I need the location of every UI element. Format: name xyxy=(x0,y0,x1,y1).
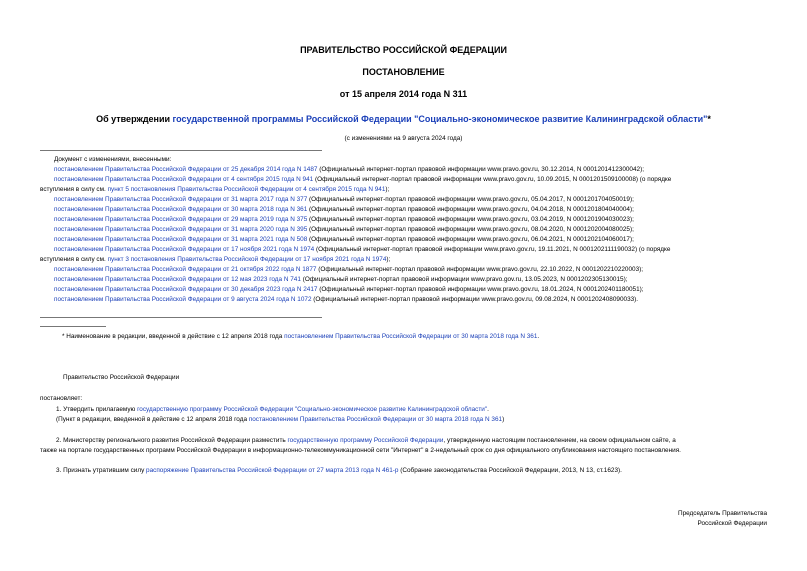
change-item xyxy=(40,165,770,175)
decides-label: постановляет: xyxy=(40,395,83,402)
change-text: (Официальный интернет-портал правовой информации www.pravo.gov.ru, 03.04.2019, N 0001201904030023); xyxy=(307,216,634,223)
p3-text: 3. Признать утратившим силу xyxy=(56,467,147,474)
change-text: ); xyxy=(385,186,390,193)
p1-note-suffix: ) xyxy=(502,416,505,423)
paragraph-1 xyxy=(40,405,784,415)
footnote xyxy=(62,332,539,342)
change-text: вступления в силу см. xyxy=(40,256,108,263)
p2-text: 2. Министерству регионального развития Российской Федерации разместить xyxy=(56,437,288,444)
government-subject: Правительство Российской Федерации xyxy=(63,374,180,381)
title-suffix: * xyxy=(707,114,711,124)
change-item xyxy=(40,195,770,205)
footnote-link[interactable]: постановлением Правительства Российской Федерации от 30 марта 2018 года N 361 xyxy=(284,333,538,340)
changes-list xyxy=(40,155,770,305)
title-program-link[interactable]: государственной программы Российской Федерации "Социально-экономическое развитие Калининградской области" xyxy=(172,114,708,124)
change-text: (Официальный интернет-портал правовой информации www.pravo.gov.ru, 19.11.2021, N 0001202111190032) (о порядке xyxy=(314,246,671,253)
change-link[interactable]: постановлением Правительства Российской Федерации от 12 мая 2023 года N 741 xyxy=(54,276,301,283)
change-link[interactable]: постановлением Правительства Российской Федерации от 25 декабря 2014 года N 1487 xyxy=(54,166,318,173)
change-link[interactable]: постановлением Правительства Российской Федерации от 21 октября 2022 года N 1877 xyxy=(54,266,317,273)
change-link[interactable]: постановлением Правительства Российской Федерации от 31 марта 2021 года N 508 xyxy=(54,236,308,243)
p2-suffix: , утвержденную настоящим постановлением, на своем официальном сайте, а xyxy=(443,437,676,444)
p2-program-link[interactable]: государственную программу Российской Федерации xyxy=(287,437,444,444)
document-title xyxy=(0,114,807,124)
p3-suffix: (Собрание законодательства Российской Федерации, 2013, N 13, ст.1623). xyxy=(398,467,622,474)
revision-note: (с изменениями на 9 августа 2024 года) xyxy=(344,135,463,142)
changes-bottom-divider xyxy=(40,317,322,318)
change-item xyxy=(40,225,770,235)
change-item xyxy=(40,205,770,215)
change-link[interactable]: постановлением Правительства Российской Федерации от 30 декабря 2023 года N 2417 xyxy=(54,286,318,293)
p1-note-text: (Пункт в редакции, введенной в действие с 12 апреля 2018 года xyxy=(56,416,249,423)
changes-intro: Документ с изменениями, внесенными: xyxy=(54,156,172,163)
signature-title: Председатель Правительства xyxy=(678,510,767,517)
p1-program-link[interactable]: государственную программу Российской Федерации "Социально-экономическое развитие Калининградской области" xyxy=(137,406,488,413)
change-item xyxy=(40,235,770,245)
footnote-text: * Наименование в редакции, введенной в действие с 12 апреля 2018 года xyxy=(62,333,285,340)
footnote-end: . xyxy=(537,333,540,340)
change-text: (Официальный интернет-портал правовой информации www.pravo.gov.ru, 10.09.2015, N 0001201509100008) (о порядке xyxy=(313,176,672,183)
p1-suffix: . xyxy=(487,406,489,413)
change-text: вступления в силу см. xyxy=(40,186,108,193)
change-link[interactable]: пункт 3 постановления Правительства Российской Федерации от 17 ноября 2021 года N 1974 xyxy=(107,256,387,263)
change-text: (Официальный интернет-портал правовой информации www.pravo.gov.ru, 22.10.2022, N 0001202210220003); xyxy=(316,266,644,273)
change-link[interactable]: постановлением Правительства Российской Федерации от 31 марта 2020 года N 395 xyxy=(54,226,308,233)
change-link[interactable]: постановлением Правительства Российской Федерации от 30 марта 2018 года N 361 xyxy=(54,206,308,213)
change-text: (Официальный интернет-портал правовой информации www.pravo.gov.ru, 04.04.2018, N 0001201804040004); xyxy=(307,206,634,213)
change-item xyxy=(40,275,770,285)
doc-type-heading: ПОСТАНОВЛЕНИЕ xyxy=(362,67,445,77)
change-link[interactable]: постановлением Правительства Российской Федерации от 31 марта 2017 года N 377 xyxy=(54,196,308,203)
signature-org: Российской Федерации xyxy=(697,520,767,527)
government-heading: ПРАВИТЕЛЬСТВО РОССИЙСКОЙ ФЕДЕРАЦИИ xyxy=(300,45,507,55)
paragraph-2-line2: также на портале государственных программ Российской Федерации в информационно-телекоммуникационной сети "Интернет" в 2-недельный срок со дня официального опубликования настоящего постановления. xyxy=(40,447,681,454)
change-item xyxy=(40,285,770,295)
change-text: (Официальный интернет-портал правовой информации www.pravo.gov.ru, 09.08.2024, N 0001202408090033). xyxy=(311,296,639,303)
paragraph-2 xyxy=(40,436,784,446)
change-item xyxy=(40,215,770,225)
p1-text: 1. Утвердить прилагаемую xyxy=(56,406,138,413)
change-item xyxy=(40,245,770,255)
change-text: (Официальный интернет-портал правовой информации www.pravo.gov.ru, 06.04.2021, N 0001202104060017); xyxy=(307,236,634,243)
change-text: (Официальный интернет-портал правовой информации www.pravo.gov.ru, 30.12.2014, N 0001201412300042); xyxy=(317,166,645,173)
change-text: (Официальный интернет-портал правовой информации www.pravo.gov.ru, 08.04.2020, N 0001202004080025); xyxy=(307,226,634,233)
change-item-continuation xyxy=(40,255,770,265)
change-item-continuation xyxy=(40,185,770,195)
change-text: (Официальный интернет-портал правовой информации www.pravo.gov.ru, 18.01.2024, N 0001202401180051); xyxy=(317,286,644,293)
paragraph-3 xyxy=(40,466,784,476)
change-link[interactable]: пункт 5 постановления Правительства Российской Федерации от 4 сентября 2015 года N 941 xyxy=(107,186,386,193)
change-text: ); xyxy=(386,256,391,263)
footnote-divider xyxy=(40,326,106,327)
paragraph-1-note xyxy=(40,415,784,425)
p3-order-link[interactable]: распоряжение Правительства Российской Федерации от 27 марта 2013 года N 461-р xyxy=(146,467,399,474)
change-text: (Официальный интернет-портал правовой информации www.pravo.gov.ru, 05.04.2017, N 0001201704050019); xyxy=(307,196,634,203)
change-item xyxy=(40,175,770,185)
change-link[interactable]: постановлением Правительства Российской Федерации от 29 марта 2019 года N 375 xyxy=(54,216,308,223)
change-item xyxy=(40,265,770,275)
change-link[interactable]: постановлением Правительства Российской Федерации от 9 августа 2024 года N 1072 xyxy=(54,296,312,303)
change-text: (Официальный интернет-портал правовой информации www.pravo.gov.ru, 13.05.2023, N 0001202305130015); xyxy=(300,276,628,283)
change-item xyxy=(40,295,770,305)
date-number-heading: от 15 апреля 2014 года N 311 xyxy=(339,89,468,99)
title-prefix: Об утверждении xyxy=(96,114,173,124)
p1-note-link[interactable]: постановлением Правительства Российской Федерации от 30 марта 2018 года N 361 xyxy=(248,416,503,423)
change-link[interactable]: постановлением Правительства Российской Федерации от 17 ноября 2021 года N 1974 xyxy=(54,246,315,253)
change-link[interactable]: постановлением Правительства Российской Федерации от 4 сентября 2015 года N 941 xyxy=(54,176,314,183)
changes-top-divider xyxy=(40,150,322,151)
